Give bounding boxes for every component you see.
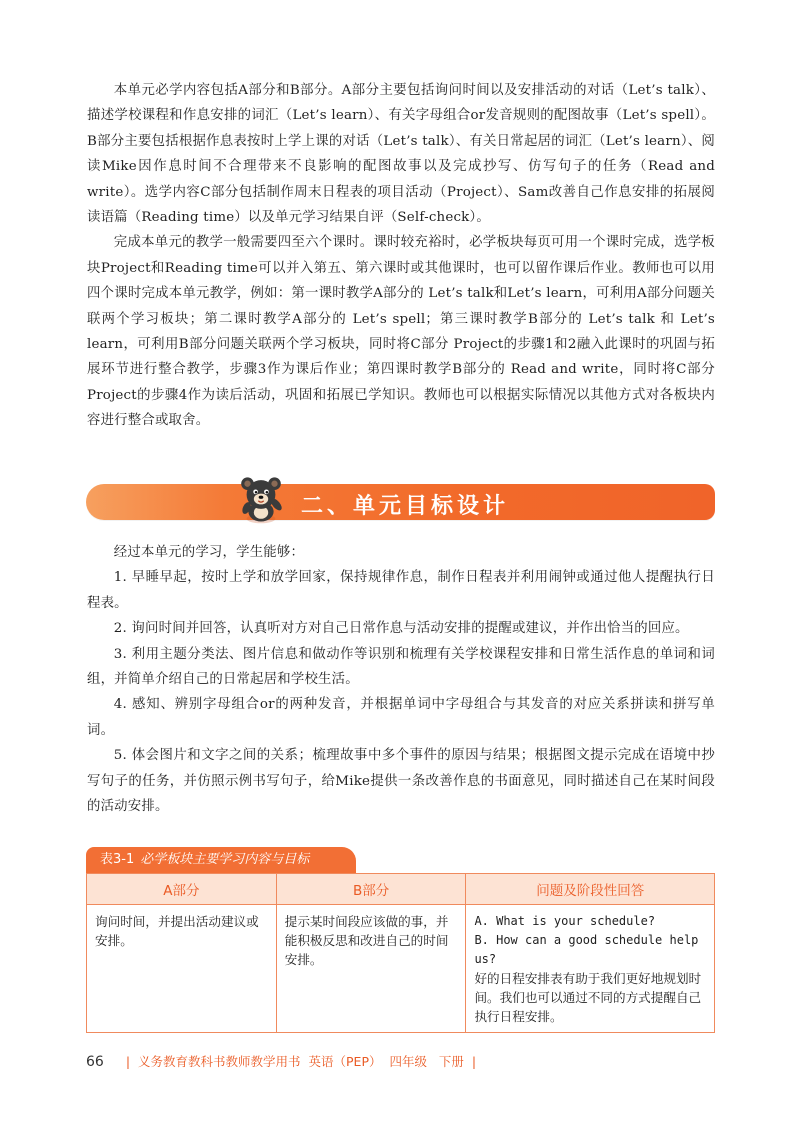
table-header-questions: 问题及阶段性回答	[466, 874, 715, 905]
intro-paragraph-1: 本单元必学内容包括A部分和B部分。A部分主要包括询问时间以及安排活动的对话（Let’s talk）、描述学校课程和作息安排的词汇（Let’s learn）、有关字母组合or发音规则的配图故事（Let’s spell）。B部分主要包括根据作息表按时上学上课的对话（Let’s talk）、有关日常起居的词汇（Let’s learn）、阅读Mike因作息时间不合理带来不良影响的配图故事以及完成抄写、仿写句子的任务（Read and write）。选学内容C部分包括制作周末日程表的项目活动（Project）、Sam改善自己作息安排的拓展阅读语篇（Reading time）以及单元学习结果自评（Self-check）。	[87, 83, 715, 226]
intro-section	[87, 78, 715, 434]
table-cell-questions	[466, 905, 715, 1033]
table-header-row	[87, 874, 715, 905]
table-caption-title: 必学板块主要学习内容与目标	[140, 852, 310, 867]
bear-mascot-icon	[234, 472, 288, 526]
footer-subject: 英语（PEP）	[308, 1054, 382, 1069]
footer-grade: 四年级	[389, 1054, 427, 1069]
question-a: A. What is your schedule?	[474, 914, 656, 928]
table-cell-a: 询问时间，并提出活动建议或安排。	[87, 905, 277, 1033]
question-b: B. How can a good schedule help us?	[474, 933, 699, 966]
goal-item-3: 3. 利用主题分类法、图片信息和做动作等识别和梳理有关学校课程安排和日常生活作息的单词和词组，并简单介绍自己的日常起居和学校生活。	[87, 646, 715, 688]
goals-section	[87, 540, 715, 819]
table-cell-b: 提示某时间段应该做的事，并能积极反思和改进自己的时间安排。	[276, 905, 466, 1033]
stage-answer: 好的日程安排表有助于我们更好地规划时间。我们也可以通过不同的方式提醒自己执行日程安排。	[474, 971, 702, 1024]
goals-lead: 经过本单元的学习，学生能够：	[113, 545, 305, 560]
table-caption-number: 表3-1	[100, 852, 135, 867]
page-footer	[86, 1052, 484, 1070]
goal-item-4: 4. 感知、辨别字母组合or的两种发音，并根据单词中字母组合与其发音的对应关系拼读和拼写单词。	[87, 697, 715, 738]
intro-paragraph-2: 完成本单元的教学一般需要四至六个课时。课时较充裕时，必学板块每页可用一个课时完成，选学板块Project和Reading time可以并入第五、第六课时或其他课时，也可以留作课后作业。教师也可以用四个课时完成本单元教学，例如：第一课时教学A部分的 Let’s talk和Let’s learn，可利用A部分问题关联两个学习板块；第二课时教学A部分的 Let’s spell；第三课时教学B部分的 Let’s talk 和 Let’s learn，可利用B部分问题关联两个学习板块，同时将C部分 Project的步骤1和2融入此课时的巩固与拓展环节进行整合教学，步骤3作为课后作业；第四课时教学B部分的 Read and write，同时将C部分Project的步骤4作为读后活动，巩固和拓展已学知识。教师也可以根据实际情况以其他方式对各板块内容进行整合或取舍。	[87, 235, 715, 429]
section-title: 二、单元目标设计	[301, 494, 510, 519]
learning-goals-table	[86, 873, 715, 1033]
goal-item-5: 5. 体会图片和文字之间的关系；梳理故事中多个事件的原因与结果；根据图文提示完成在语境中抄写句子的任务，并仿照示例书写句子，给Mike提供一条改善作息的书面意见，同时描述自己在某时间段的活动安排。	[87, 748, 715, 815]
footer-separator-end: |	[471, 1054, 477, 1069]
table-row	[87, 905, 715, 1033]
section-banner	[86, 482, 715, 524]
goal-item-2: 2. 询问时间并回答，认真听对方对自己日常作息与活动安排的提醒或建议，并作出恰当的回应。	[113, 621, 689, 637]
table-header-a: A部分	[87, 874, 277, 905]
page-number: 66	[86, 1054, 104, 1070]
footer-volume: 下册	[438, 1054, 464, 1069]
table-header-b: B部分	[276, 874, 466, 905]
footer-book-title: 义务教育教科书教师教学用书	[138, 1054, 301, 1069]
goal-item-1: 1. 早睡早起，按时上学和放学回家，保持规律作息，制作日程表并利用闹钟或通过他人提醒执行日程表。	[87, 570, 715, 611]
table-caption	[86, 847, 356, 873]
footer-separator: |	[125, 1054, 131, 1069]
